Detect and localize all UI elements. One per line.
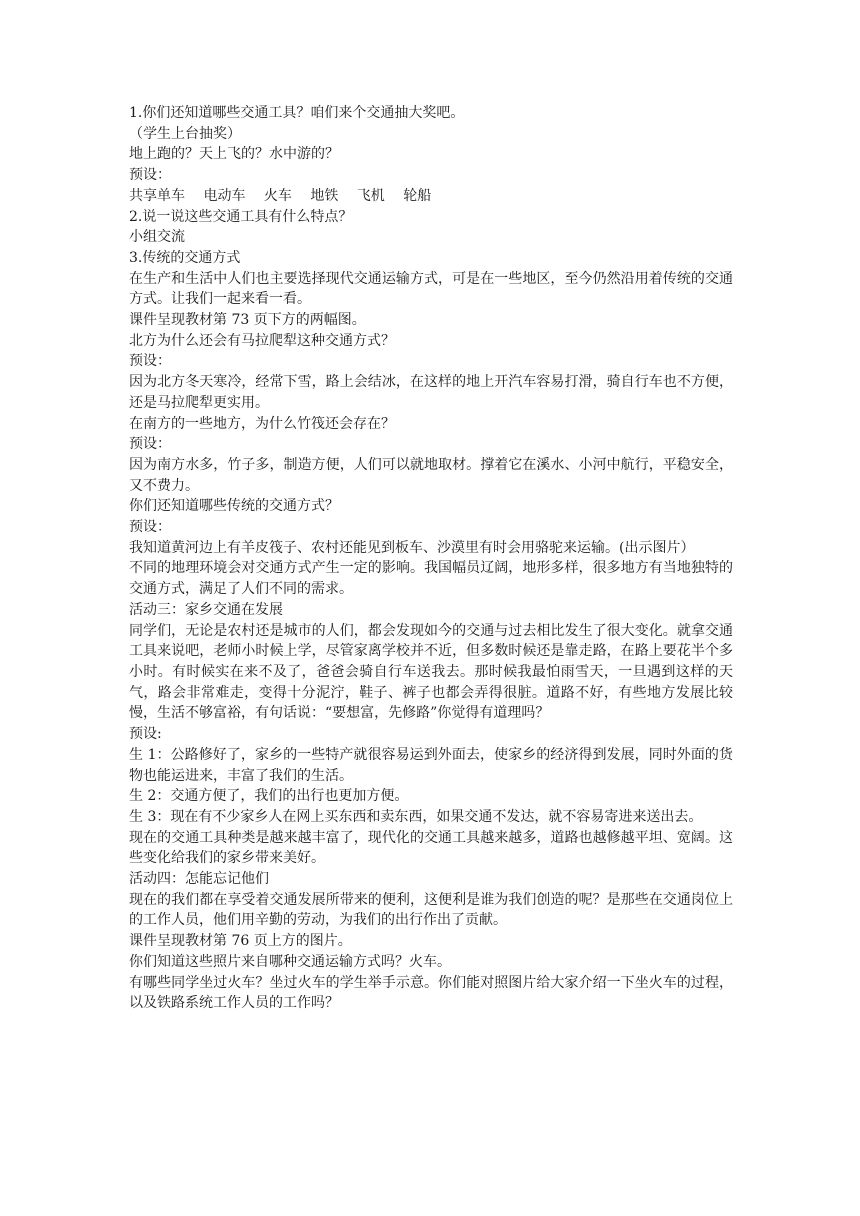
paragraph-geography-influence: 不同的地理环境会对交通方式产生一定的影响。我国幅员辽阔，地形多样，很多地方有当地独特的交通方式，满足了人们不同的需求。 bbox=[129, 560, 733, 598]
heading-activity-four: 活动四：怎能忘记他们 bbox=[129, 871, 269, 888]
question-north-sled: 北方为什么还会有马拉爬犁这种交通方式？ bbox=[129, 332, 395, 349]
answer-north-sled: 因为北方冬天寒冷，经常下雪，路上会结冰，在这样的地上开汽车容易打滑，骑自行车也不方便，还是马拉爬犁更实用。 bbox=[129, 374, 733, 411]
document-body bbox=[129, 103, 733, 1014]
courseware-page-76: 课件呈现教材第 76 页上方的图片。 bbox=[129, 933, 352, 950]
question-transport-tools: 1.你们还知道哪些交通工具？咱们来个交通抽大奖吧。 bbox=[129, 105, 465, 121]
paragraph-modern-transport: 现在的交通工具种类是越来越丰富了，现代化的交通工具越来越多，道路也越修越平坦、宽阔。这些变化给我们的家乡带来美好。 bbox=[129, 829, 733, 867]
question-other-traditional: 你们还知道哪些传统的交通方式？ bbox=[129, 498, 339, 515]
preset-label: 预设: bbox=[129, 726, 162, 743]
student-2-answer: 生 2：交通方便了，我们的出行也更加方便。 bbox=[129, 788, 409, 805]
question-photo-source: 你们知道这些照片来自哪种交通运输方式吗？火车。 bbox=[129, 953, 451, 970]
question-south-raft: 在南方的一些地方，为什么竹筏还会存在？ bbox=[129, 415, 395, 432]
paragraph-workers: 现在的我们都在享受着交通发展所带来的便利，这便利是谁为我们创造的呢？是那些在交通岗位上的工作人员，他们用辛勤的劳动，为我们的出行作出了贡献。 bbox=[129, 891, 733, 929]
question-land-air-water: 地上跑的？天上飞的？水中游的？ bbox=[129, 146, 339, 163]
student-3-answer: 生 3：现在有不少家乡人在网上买东西和卖东西，如果交通不发达，就不容易寄进来送出去。 bbox=[129, 808, 703, 825]
student-1-answer: 生 1：公路修好了，家乡的一些特产就很容易运到外面去，使家乡的经济得到发展，同时外面的货物也能运进来，丰富了我们的生活。 bbox=[129, 746, 733, 784]
preset-label: 预设： bbox=[129, 519, 171, 536]
preset-label: 预设： bbox=[129, 353, 171, 370]
question-features: 2.说一说这些交通工具有什么特点？ bbox=[129, 208, 353, 225]
group-discussion: 小组交流 bbox=[129, 229, 185, 246]
paragraph-traditional-intro: 在生产和生活中人们也主要选择现代交通运输方式，可是在一些地区，至今仍然沿用着传统的交通方式。让我们一起来看一看。 bbox=[129, 270, 733, 308]
answer-other-traditional: 我知道黄河边上有羊皮筏子、农村还能见到板车、沙漠里有时会用骆驼来运输。(出示图片） bbox=[129, 539, 695, 556]
note-students-draw: （学生上台抽奖） bbox=[129, 125, 241, 142]
preset-label: 预设： bbox=[129, 167, 171, 184]
preset-label: 预设： bbox=[129, 436, 171, 453]
heading-traditional-transport: 3.传统的交通方式 bbox=[129, 249, 241, 266]
courseware-page-73: 课件呈现教材第 73 页下方的两幅图。 bbox=[129, 312, 366, 329]
paragraph-hometown-change: 同学们，无论是农村还是城市的人们，都会发现如今的交通与过去相比发生了很大变化。就拿交通工具来说吧，老师小时候上学，尽管家离学校并不近，但多数时候还是靠走路，在路上要花半个多小时。有时候实在来不及了，爸爸会骑自行车送我去。那时候我最怕雨雪天，一旦遇到这样的天气，路会非常难走，变得十分泥泞，鞋子、裤子也都会弄得很脏。道路不好，有些地方发展比较慢，生活不够富裕，有句话说：“要想富，先修路”你觉得有道理吗？ bbox=[129, 622, 733, 722]
question-train-experience: 有哪些同学坐过火车？坐过火车的学生举手示意。你们能对照图片给大家介绍一下坐火车的过程，以及铁路系统工作人员的工作吗？ bbox=[129, 974, 733, 1012]
heading-activity-three: 活动三：家乡交通在发展 bbox=[129, 601, 283, 618]
transport-list: 共享单车 电动车 火车 地铁 飞机 轮船 bbox=[129, 187, 432, 204]
answer-south-raft: 因为南方水多，竹子多，制造方便，人们可以就地取材。撑着它在溪水、小河中航行，平稳安全，又不费力。 bbox=[129, 456, 733, 494]
